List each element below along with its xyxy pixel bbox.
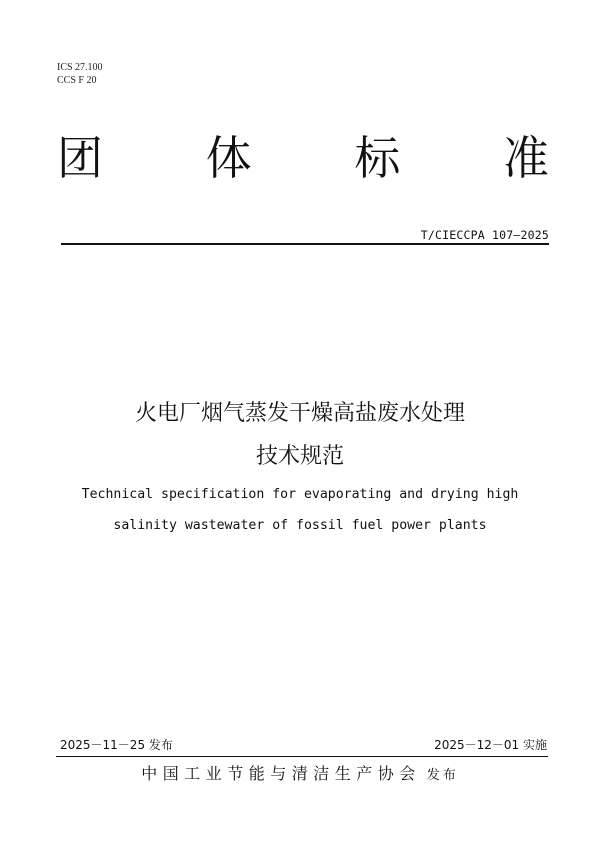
ics-code: ICS 27.100	[57, 62, 103, 73]
english-title-line-1: Technical specification for evaporating and drying high	[81, 487, 519, 502]
publisher-row	[0, 764, 600, 786]
ccs-code: CCS F 20	[57, 75, 97, 86]
heading-char: 准	[502, 131, 549, 185]
footer-divider	[56, 756, 548, 757]
issue-date: 2025－11－25 发布	[60, 738, 173, 752]
publish-label: 发布	[426, 768, 459, 783]
implementation-date: 2025－12－01 实施	[434, 738, 547, 752]
header-divider	[61, 243, 549, 245]
standard-number: T/CIECCPA 107—2025	[420, 228, 549, 242]
chinese-title-line-2: 技术规范	[255, 444, 344, 469]
heading-char: 团	[57, 131, 103, 185]
english-title-line-2: salinity wastewater of fossil fuel power plants	[113, 518, 487, 533]
chinese-title-line-1: 火电厂烟气蒸发干燥高盐废水处理	[134, 401, 465, 426]
standard-type-heading	[57, 130, 549, 186]
heading-char: 体	[205, 131, 252, 185]
heading-char: 标	[354, 131, 401, 185]
publisher-name: 中国工业节能与清洁生产协会	[141, 764, 421, 783]
